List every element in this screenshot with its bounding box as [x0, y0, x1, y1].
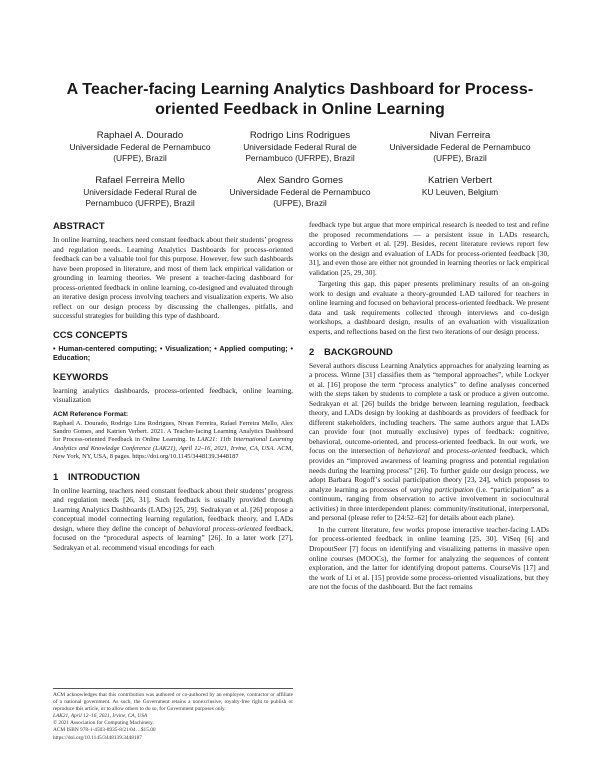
emphasis-text: behavioral: [397, 446, 430, 456]
author-affiliation: Universidade Federal Rural de Pernambuco (UFRPE), Brazil: [243, 142, 357, 163]
reference-authors: Raphael A. Dourado, Rodrigo Lins Rodrigues, Nivan Ferreira, Rafael Ferreira Mello, Alex Sandro Gomes, and Katrien Verbert. 2021. A Teacher-facing Learning Analytics Dashboard for Process-oriented Feedback in Online Learning. In: [53, 419, 293, 444]
emphasis-text: varying participation: [409, 484, 474, 494]
footer-isbn: ACM ISBN 978-1-4503-8935-8/21/04…$15.00: [53, 727, 156, 734]
background-paragraph: [309, 361, 549, 523]
introduction-paragraph: Targeting this gap, this paper presents preliminary results of an on-going work to design and evaluate a theory-grounded LAD tailored for teachers in online learning and focused on behavioral process-oriented feedback. We present data and task requirements collected through interviews and co-design workshops, a dashboard design, results of an evaluation with visualization experts, and reflections based on the first two iterations of our design process.: [309, 279, 549, 337]
abstract-heading: ABSTRACT: [53, 220, 105, 231]
text-span: In online learning, teachers need constant feedback about their students’ progress and regulation needs [26, 31]. Such feedback is usually provided through Learning Analytics Dashboards (LADs) [25, 29]. Sedrakyan et al. [26] propose a conceptual model connecting learning regulation, feedback theory, and LADs design, where they define the concept of: [53, 485, 293, 533]
keywords-text: learning analytics dashboards, process-oriented feedback, online learning, visualization: [53, 385, 293, 405]
section-title: INTRODUCTION: [68, 470, 140, 482]
text-span: (i.e. “participation” as a continuum, ranging from observation to active involvement in sociocultural activities) in three interdependent planes: community/institutional, interpersonal, and personal (please refer to [24:52–62] for details about each plane).: [309, 484, 549, 523]
ccs-heading: CCS CONCEPTS: [53, 328, 128, 340]
footer-venue: LAK21, April 12–16, 2021, Irvine, CA, USA: [53, 713, 148, 720]
section-number: 2: [309, 345, 315, 357]
keywords-heading: KEYWORDS: [53, 370, 109, 382]
author-name: Katrien Verbert: [428, 175, 492, 186]
emphasis-text: steps: [335, 389, 351, 399]
text-span: feedback, focused on the “procedural aspects of learning” [26]. In a later work [27], Sedrakyan et al. recommend visual encodings for each: [53, 523, 293, 552]
ccs-concepts: • Human-centered computing; • Visualization; • Applied computing; • Education;: [53, 343, 293, 363]
author-name: Raphael A. Dourado: [96, 130, 184, 141]
author-name: Rodrigo Lins Rodrigues: [249, 130, 351, 141]
author-block: [65, 175, 215, 209]
footer-license: ACM acknowledges that this contribution was authored or co-authored by an employee, contractor or affiliate of a national government. As such, the Government retains a nonexclusive, royalty-free right to publish or reproduce this article, or to allow others to do so, for Government purposes only.: [53, 692, 293, 713]
reference-format-heading: ACM Reference Format:: [53, 411, 129, 419]
paper-title: A Teacher-facing Learning Analytics Dashboard for Process-oriented Feedback in Online Learning: [66, 81, 534, 118]
footer-doi: https://doi.org/10.1145/3448139.3448187: [53, 734, 142, 741]
emphasis-text: process-oriented: [446, 446, 497, 456]
introduction-paragraph: [53, 486, 293, 553]
copyright-footer: [53, 688, 293, 742]
author-affiliation: Universidade Federal de Pernambuco (UFPE), Brazil: [229, 187, 371, 208]
emphasis-text: behavioral process-oriented: [178, 523, 263, 533]
footer-copyright: © 2021 Association for Computing Machinery.: [53, 720, 154, 727]
text-span: feedback, which provides an “improved awareness of learning progress and potential regulation needs during the learning process” [26]. To further guide our design process, we adopt Barbara Rogoff’s social participation theory [23, 24], which proposes to analyze learning as processes of: [309, 446, 549, 494]
section-number: 1: [53, 470, 59, 482]
text-span: Several authors discuss Learning Analytics approaches for analyzing learning as a process. Winne [31] classifies them as “temporal approaches”, while Lockyer et al. [16] propose the term “process analytics” to define analyses concerned with the: [309, 360, 549, 399]
author-block: [385, 175, 535, 198]
right-column: [309, 220, 549, 594]
author-affiliation: Universidade Federal Rural de Pernambuco (UFRPE), Brazil: [83, 187, 197, 208]
reference-venue: LAK21: 11th International Learning Analytics and Knowledge Conference (LAK21), April 12–16, 2021, Irvine, CA, USA.: [53, 436, 293, 452]
author-block: [385, 130, 535, 164]
reference-doi: ACM, New York, NY, USA, 8 pages. https://doi.org/10.1145/3448139.3448187: [53, 444, 293, 461]
background-heading: [309, 346, 549, 358]
abstract-text: In online learning, teachers need constant feedback about their students’ progress and regulation needs. Learning Analytics Dashboards for process-oriented feedback can be a valuable tool for this purpose. However, few such dashboards have been proposed in literature, and most of them lack empirical validation or grounding in learning theories. We present a teacher-facing dashboard for process-oriented feedback in online learning, co-designed and evaluated through an iterative design process involving teachers and visualization experts. We also reflect on our design process by discussing the challenges, pitfalls, and successful strategies for building this type of dashboard.: [53, 235, 293, 321]
introduction-heading: [53, 471, 293, 483]
background-paragraph: In the current literature, few works propose interactive teacher-facing LADs for process-oriented feedback in online learning [25, 30]. ViSeq [6] and DropoutSeer [7] focus on identifying and visualizing patterns in massive open online courses (MOOCs), the former for analyzing the sequences of content exploration, and the latter for identifying dropout patterns. CourseVis [17] and the work of Li et al. [15] provide some process-oriented visualizations, but they are not the focus of the dashboard. But the fact remains: [309, 524, 549, 592]
author-name: Rafael Ferreira Mello: [95, 175, 185, 186]
author-block: [225, 175, 375, 209]
text-span: and: [432, 446, 444, 456]
author-block: [225, 130, 375, 164]
introduction-paragraph: feedback type but argue that more empirical research is needed to test and refine the proposed recommendations — a persistent issue in LADs research, according to Verbert et al. [29]. Besides, recent literature reviews report few works on the design and evaluation of LADs for process-oriented feedback [30, 31], and even those are either not grounded in learning theories or lack empirical validation [25, 29, 30].: [309, 220, 549, 277]
author-affiliation: KU Leuven, Belgium: [421, 187, 499, 197]
author-affiliation: Universidade Federal de Pernambuco (UFPE), Brazil: [69, 142, 211, 163]
section-title: BACKGROUND: [324, 345, 393, 357]
author-block: [65, 130, 215, 164]
reference-format-text: [53, 420, 293, 462]
author-affiliation: Universidade Federal de Pernambuco (UFPE), Brazil: [389, 142, 531, 163]
author-name: Nivan Ferreira: [429, 130, 491, 141]
left-column: [53, 220, 293, 554]
text-span: taken by students to complete a task or produce a given outcome. Sedrakyan et al. [26] builds the bridge between learning regulation, feedback theory, and LADs design by looking at dashboards as providers of feedback for different stakeholders, including teachers. The same authors argue that LADs can provide four (not mutually exclusive) types of feedback: cognitive, behavioral, outcome-oriented, and process-oriented feedback. In our work, we focus on the intersection of: [309, 389, 549, 456]
author-name: Alex Sandro Gomes: [257, 175, 343, 186]
